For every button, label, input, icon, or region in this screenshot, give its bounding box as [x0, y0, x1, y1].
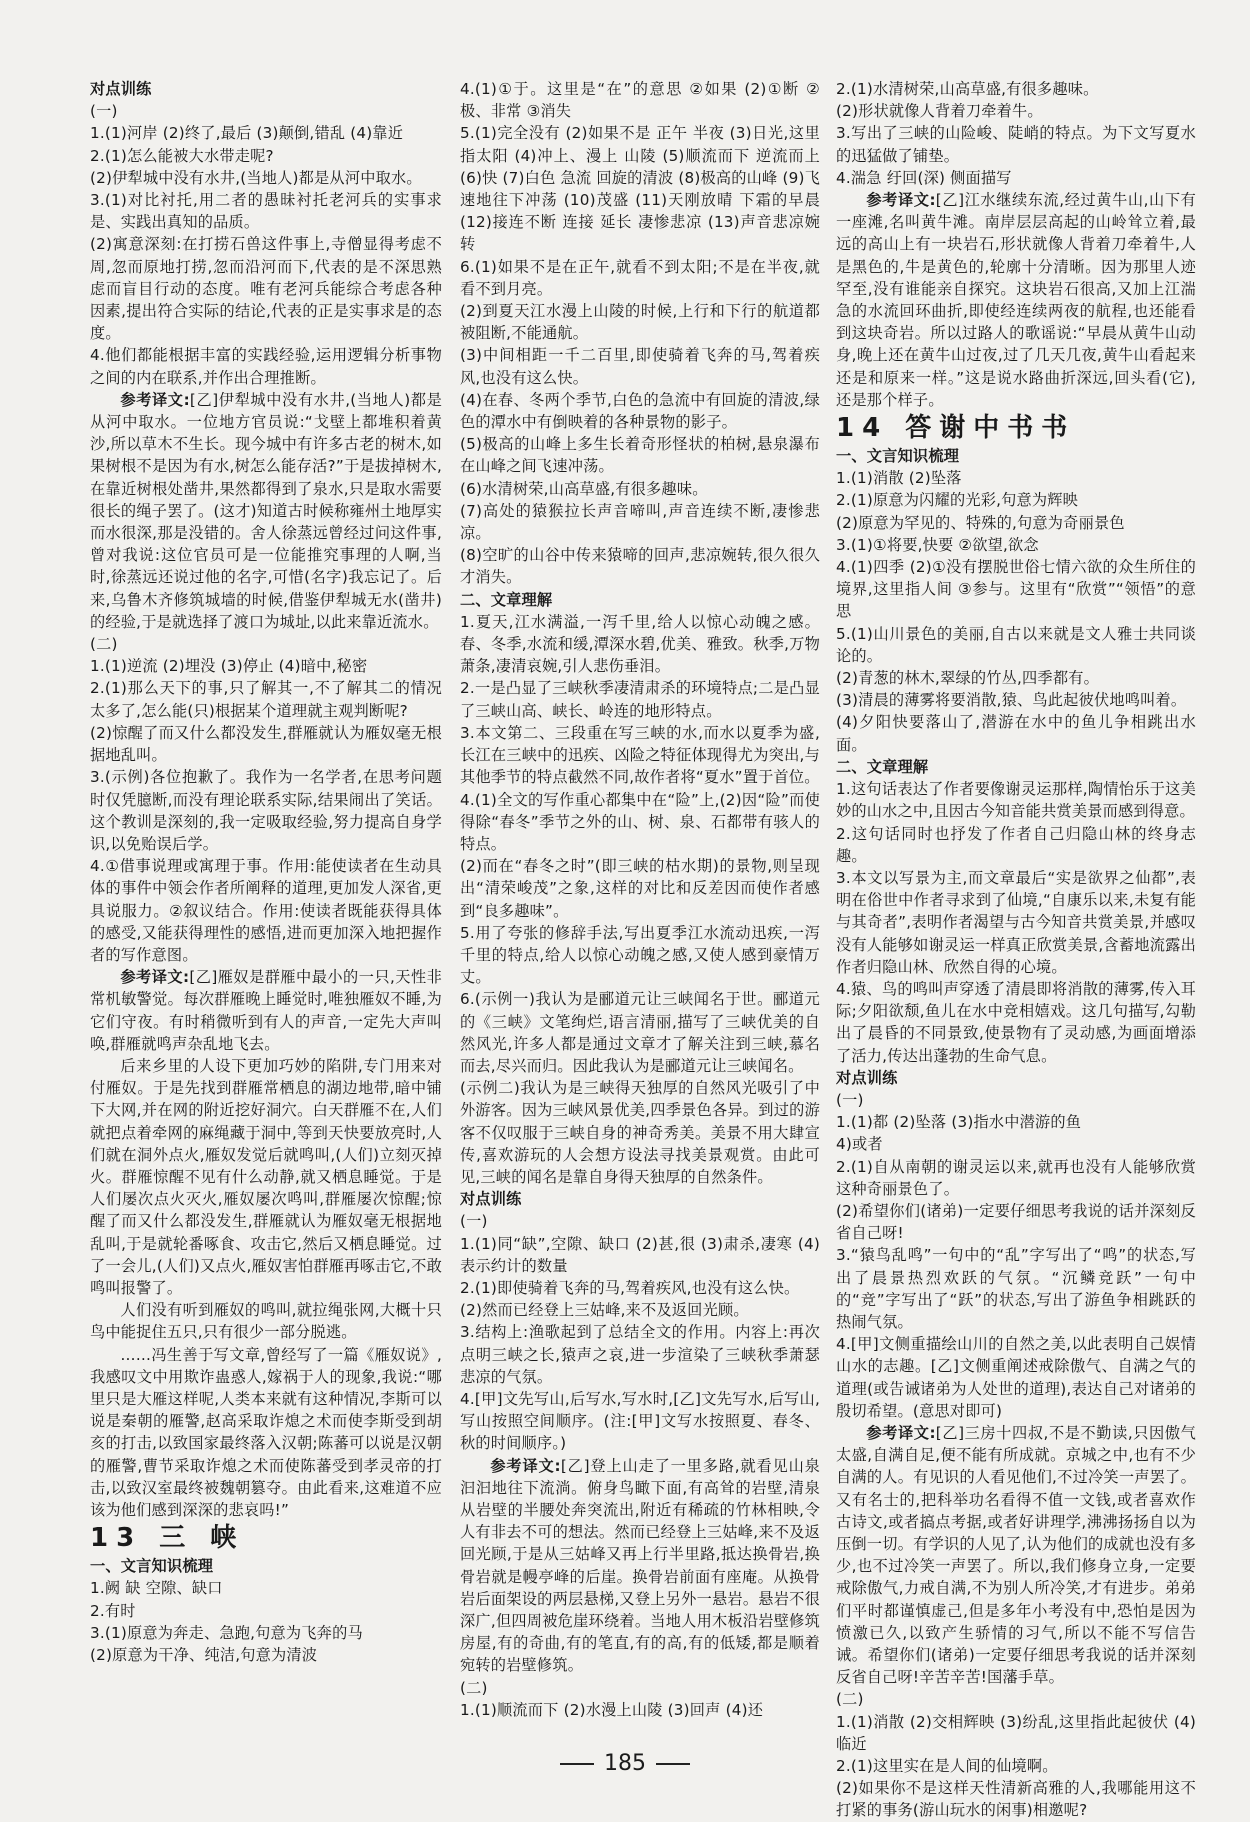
answer-line: 1.(1)同“缺”,空隙、缺口 (2)甚,很 (3)肃杀,凄寒 (4)表示约计的数量: [460, 1234, 820, 1275]
answer-line: 4.他们都能根据丰富的实践经验,运用逻辑分析事物之间的内在联系,并作出合理推断。: [90, 346, 442, 387]
answer-line: 1.(1)顺流而下 (2)水漫上山陵 (3)回声 (4)还: [460, 1700, 764, 1719]
answer-line: 6.(1)如果不是在正午,就看不到太阳;不是在半夜,就看不到月亮。: [460, 257, 820, 298]
answer-line: 1.(1)都 (2)坠落 (3)指水中潜游的鱼: [836, 1113, 1082, 1132]
answer-line: 5.(1)山川景色的美丽,自古以来就是文人雅士共同谈论的。: [836, 624, 1196, 665]
section-heading: 一、文言知识梳理: [836, 447, 960, 466]
answer-line: 1.(1)河岸 (2)终了,最后 (3)颠倒,错乱 (4)靠近: [90, 124, 404, 143]
answer-line: 2.(1)原意为闪耀的光彩,句意为辉映: [836, 491, 1079, 510]
answer-line: 6.(示例一)我认为是郦道元让三峡闻名于世。郦道元的《三峡》文笔绚烂,语言清丽,描写了三峡优美的自然风光,许多人都是通过文章才了解关注到三峡,慕名而去,尽兴而归。因此我认为是郦道元让三峡闻名。: [460, 990, 820, 1075]
reference-translation: [836, 1422, 1196, 1688]
answer-line: (2)如果你不是这样天性清新高雅的人,我哪能用这不打紧的事务(游山玩水的闲事)相邀呢?: [836, 1779, 1196, 1820]
answer-line: (2)青葱的林木,翠绿的竹丛,四季都有。: [836, 669, 1099, 688]
answer-line: 4.[甲]文先写山,后写水,写水时,[乙]文先写水,后写山,写山按照空间顺序。(注:[甲]文写水按照夏、春冬、秋的时间顺序。): [460, 1389, 820, 1453]
reference-translation-text: [乙]登上山走了一里多路,就看见山泉汩汩地往下流淌。俯身鸟瞰下面,有高耸的岩壁,清泉从岩壁的半腰处奔突流出,附近有稀疏的竹林相映,令人有非去不可的想法。然而已经登上三姑峰,来不及返回光顾,于是从三姑峰又再上行半里路,抵达换骨岩,换骨岩就是幔亭峰的后崖。换骨岩前面有座庵。从换骨岩后面架设的两层悬梯,又登上另外一悬岩。悬岩不很深广,但四周被危崖环绕着。当地人用木板沿岩壁修筑房屋,有的奇曲,有的笔直,有的高,有的低矮,都是顺着宛转的岩壁修筑。: [460, 1456, 820, 1675]
reference-translation-text: [乙]伊犁城中没有水井,(当地人)都是从河中取水。一位地方官员说:“戈壁上都堆积着黄沙,所以草木不生长。现今城中有许多古老的树木,如果树根不是因为有水,树怎么能存活?”于是拔掉树木,在靠近树根处凿井,果然都得到了泉水,只是取水需要很长的绳子罢了。(这才)知道古时候称雍州土地厚实而水很深,那是没错的。舍人徐蒸远曾经过问这件事,曾对我说:这位官员可是一位能推究事理的人啊,当时,徐蒸远还说过他的名字,可惜(名字)我忘记了。后来,乌鲁木齐修筑城墙的时候,借鉴伊犁城无水(凿井)的经验,于是就选择了渡口为城址,以此来靠近流水。: [90, 390, 442, 631]
answer-line: (2)而在“春冬之时”(即三峡的枯水期)的景物,则呈现出“清荣峻茂”之象,这样的对比和反差因而使作者感到“良多趣味”。: [460, 857, 820, 920]
answer-line: (2)形状就像人背着刀牵着牛。: [836, 102, 1043, 121]
answer-line: (2)然而已经登上三姑峰,来不及返回光顾。: [460, 1301, 749, 1320]
answer-line: (一): [90, 102, 118, 121]
reference-translation-label: 参考译文:: [120, 390, 190, 409]
answer-line: (3)中间相距一千二百里,即使骑着飞奔的马,驾着疾风,也没有这么快。: [460, 346, 820, 387]
answer-line: 2.(1)那么天下的事,只了解其一,不了解其二的情况太多了,怎么能(只)根据某个道理就主观判断呢?: [90, 679, 442, 720]
answer-line: 5.(1)完全没有 (2)如果不是 正午 半夜 (3)日光,这里指太阳 (4)冲上、漫上 山陵 (5)顺流而下 逆流而上 (6)快 (7)白色 急流 回旋的清波 (8)极高的山峰 (9)飞速地往下冲荡 (10)茂盛 (11)天刚放晴 下霜的早晨 (12)接连不断 连接 延长 凄惨悲凉 (13)声音悲凉婉转: [460, 124, 820, 254]
page-number-text: 185: [604, 1751, 646, 1776]
answer-line: (一): [836, 1090, 864, 1109]
answer-line: 2.有时: [90, 1601, 136, 1620]
answer-line: (2)伊犁城中没有水井,(当地人)都是从河中取水。: [90, 168, 422, 187]
page-number-dash-left: [560, 1763, 594, 1765]
column-middle: [460, 78, 820, 1718]
answer-line: 2.(1)怎么能被大水带走呢?: [90, 146, 274, 165]
answer-line: 4.湍急 纡回(深) 侧面描写: [836, 168, 1012, 187]
answer-line: 1.(1)消散 (2)交相辉映 (3)纷乱,这里指此起彼伏 (4)临近: [836, 1712, 1196, 1753]
answer-line: (二): [460, 1678, 488, 1697]
answer-line: (2)希望你们(诸弟)一定要仔细思考我说的话并深刻反省自己呀!: [836, 1201, 1196, 1243]
reference-translation: [90, 389, 442, 633]
page-number-dash-right: [656, 1763, 690, 1765]
reference-translation-label: 参考译文:: [866, 1423, 936, 1442]
lesson-title: 13 三 峡: [90, 1523, 245, 1554]
answer-line: (二): [836, 1690, 864, 1709]
answer-line: 3.本文以写景为主,而文章最后“实是欲界之仙都”,表明在俗世中作者寻求到了仙境,“自康乐以来,未复有能与其奇者”,表明作者渴望与古今知音共赏美景,并感叹没有人能够如谢灵运一样真正欣赏美景,含蓄地流露出作者归隐山林、欣然自得的心境。: [836, 868, 1196, 976]
paragraph: ……冯生善于写文章,曾经写了一篇《雁奴说》,我感叹文中用欺诈蛊惑人,嫁祸于人的现象,我说:“哪里只是大雁这样呢,人类本来就有这种情况,李斯可以说是秦朝的雁警,赵高采取诈熄之术而使李斯受到胡亥的打击,以致国家最终落入汉朝;陈蕃可以说是汉朝的雁警,曹节采取诈熄之术而使陈蕃受到孝灵帝的打击,以致汉室最终被魏朝篡夺。由此看来,这难道不应该为他们感到深深的悲哀吗!”: [90, 1345, 442, 1519]
answer-line: (2)惊醒了而又什么都没发生,群雁就认为雁奴毫无根据地乱叫。: [90, 723, 442, 765]
column-right: [836, 78, 1196, 1820]
reference-translation: [836, 189, 1196, 411]
answer-line: 2.(1)这里实在是人间的仙境啊。: [836, 1757, 1058, 1776]
reference-translation: [460, 1455, 820, 1677]
section-heading: 对点训练: [90, 80, 152, 98]
reference-translation-text: [乙]三房十四叔,不是不勤读,只因傲气太盛,自满自足,便不能有所成就。京城之中,也有不少自满的人。有见识的人看见他们,不过冷笑一声罢了。又有名士的,把科举功名看得不值一文钱,或者喜欢作古诗文,或者搞点考据,或者好讲理学,沸沸扬扬自以为压倒一切。有学识的人见了,认为他们的成就也没有多少,也不过冷笑一声罢了。所以,我们修身立身,一定要戒除傲气,力戒自满,不为别人所冷笑,才有进步。弟弟们平时都谨慎虚己,但是多年小考没有中,恐怕是因为愤激已久,以致产生骄情的习气,所以不能不写信告诫。希望你们(诸弟)一定要仔细思考我说的话并深刻反省自己呀!辛苦辛苦!国藩手草。: [836, 1423, 1196, 1687]
answer-line: 1.(1)消散 (2)坠落: [836, 469, 962, 488]
answer-line: (8)空旷的山谷中传来猿啼的回声,悲凉婉转,很久很久才消失。: [460, 546, 820, 587]
answer-line: 2.一是凸显了三峡秋季凄清肃杀的环境特点;二是凸显了三峡山高、峡长、岭连的地形特点。: [460, 679, 820, 720]
answer-line: 2.(1)即使骑着飞奔的马,驾着疾风,也没有这么快。: [460, 1278, 800, 1297]
answer-line: 3.(1)①将要,快要 ②欲望,欲念: [836, 535, 1039, 554]
section-heading: 对点训练: [836, 1068, 898, 1087]
answer-line: (6)水清树荣,山高草盛,有很多趣味。: [460, 479, 708, 498]
answer-line: 1.阙 缺 空隙、缺口: [90, 1579, 223, 1598]
answer-line: (4)夕阳快要落山了,潜游在水中的鱼儿争相跳出水面。: [836, 713, 1196, 754]
page-number: [0, 1751, 1250, 1776]
answer-line: 1.夏天,江水满溢,一泻千里,给人以惊心动魄之感。春、冬季,水流和缓,潭深水碧,优美、雅致。秋季,万物萧条,凄清哀婉,引人悲伤垂泪。: [460, 612, 820, 676]
section-heading: 二、文章理解: [836, 757, 929, 776]
answer-line: 4.(1)四季 (2)①没有摆脱世俗七情六欲的众生所住的境界,这里指人间 ③参与。这里有“欣赏”“领悟”的意思: [836, 558, 1196, 621]
answer-line: 2.这句话同时也抒发了作者自己归隐山林的终身志趣。: [836, 824, 1196, 865]
paragraph: 人们没有听到雁奴的鸣叫,就拉绳张网,大概十只鸟中能捉住五只,只有很少一部分脱逃。: [90, 1301, 442, 1342]
reference-translation-text: [乙]雁奴是群雁中最小的一只,天性非常机敏警觉。每次群雁晚上睡觉时,唯独雁奴不睡,为它们守夜。有时稍微听到有人的声音,一定先大声叫唤,群雁就鸣声杂乱地飞去。: [90, 968, 443, 1053]
answer-line: 3.写出了三峡的山险峻、陡峭的特点。为下文写夏水的迅猛做了铺垫。: [836, 124, 1196, 165]
column-left: [90, 78, 442, 1718]
answer-line: 4.[甲]文侧重描绘山川的自然之美,以此表明自己娱情山水的志趣。[乙]文侧重阐述戒除傲气、自满之气的道理(或告诫诸弟为人处世的道理),表达自己对诸弟的殷切希望。(意思对即可): [836, 1335, 1196, 1420]
answer-line: 4.(1)全文的写作重心都集中在“险”上,(2)因“险”而使得除“春冬”季节之外的山、树、泉、石都带有骇人的特点。: [460, 790, 820, 853]
answer-line: 3.本文第二、三段重在写三峡的水,而水以夏季为盛,长江在三峡中的迅疾、凶险之特征体现得尤为突出,与其他季节的特点截然不同,故作者将“夏水”置于首位。: [460, 723, 820, 787]
answer-line: (7)高处的猿猴拉长声音啼叫,声音连续不断,凄惨悲凉。: [460, 501, 820, 543]
answer-line: 1.(1)逆流 (2)埋没 (3)停止 (4)暗中,秘密: [90, 657, 368, 676]
answer-line: 4.(1)①于。这里是“在”的意思 ②如果 (2)①断 ②极、非常 ③消失: [460, 80, 820, 121]
reference-translation-label: 参考译文:: [120, 968, 190, 987]
answer-line: (2)到夏天江水漫上山陵的时候,上行和下行的航道都被阻断,不能通航。: [460, 302, 820, 343]
answer-line: 3.(1)原意为奔走、急跑,句意为飞奔的马: [90, 1623, 363, 1642]
reference-translation-label: 参考译文:: [866, 191, 936, 210]
section-heading: 对点训练: [460, 1190, 522, 1209]
answer-line: (二): [90, 635, 118, 654]
lesson-title: 14 答谢中书书: [836, 413, 1076, 444]
answer-line: (一): [460, 1212, 488, 1231]
answer-line: 4)或者: [836, 1135, 883, 1154]
answer-line: (3)清晨的薄雾将要消散,猿、鸟此起彼伏地鸣叫着。: [836, 691, 1187, 710]
answer-line: (2)寓意深刻:在打捞石兽这件事上,寺僧显得考虑不周,忽而原地打捞,忽而沿河而下,代表的是不深思熟虑而盲目行动的态度。唯有老河兵能综合考虑各种因素,提出符合实际的结论,代表的正是实事求是的态度。: [90, 235, 442, 343]
answer-line: 3.结构上:渔歌起到了总结全文的作用。内容上:再次点明三峡之长,猿声之哀,进一步渲染了三峡秋季萧瑟悲凉的气氛。: [460, 1323, 820, 1386]
answer-line: 3.“猿鸟乱鸣”一句中的“乱”字写出了“鸣”的状态,写出了晨景热烈欢跃的气氛。“沉鳞竞跃”一句中的“竞”字写出了“跃”的状态,写出了游鱼争相跳跃的热闹气氛。: [836, 1246, 1196, 1331]
answer-line: 2.(1)自从南朝的谢灵运以来,就再也没有人能够欣赏这种奇丽景色了。: [836, 1157, 1196, 1198]
section-heading: 二、文章理解: [460, 590, 553, 609]
answer-line: 2.(1)水清树荣,山高草盛,有很多趣味。: [836, 80, 1099, 98]
answer-line: (2)原意为罕见的、特殊的,句意为奇丽景色: [836, 513, 1125, 532]
answer-line: (2)原意为干净、纯洁,句意为清波: [90, 1646, 318, 1665]
answer-line: 5.用了夸张的修辞手法,写出夏季江水流动迅疾,一泻千里的特点,给人以惊心动魄之感,又使人感到豪情万丈。: [460, 923, 820, 987]
answer-line: 3.(示例)各位抱歉了。我作为一名学者,在思考问题时仅凭臆断,而没有理论联系实际,结果闹出了笑话。这个教训是深刻的,我一定吸取经验,努力提高自身学识,以免贻误后学。: [90, 768, 442, 853]
answer-line: 3.(1)对比衬托,用二者的愚昧衬托老河兵的实事求是、实践出真知的品质。: [90, 191, 442, 232]
reference-translation-label: 参考译文:: [490, 1456, 561, 1475]
answer-line: (5)极高的山峰上多生长着奇形怪状的柏树,悬泉瀑布在山峰之间飞速冲荡。: [460, 435, 820, 476]
reference-translation-text: [乙]江水继续东流,经过黄牛山,山下有一座滩,名叫黄牛滩。南岸层层高起的山岭耸立着,最远的高山上有一块岩石,形状就像人背着刀牵着牛,人是黑色的,牛是黄色的,轮廓十分清晰。因为那里人迹罕至,没有谁能亲自探究。这块岩石很高,又加上江湍急的水流回环曲折,即使经连续两夜的航程,也还能看到这块奇岩。所以过路人的歌谣说:“早晨从黄牛山动身,晚上还在黄牛山过夜,过了几天几夜,黄牛山看起来还是和原来一样。”这是说水路曲折深远,回头看(它),还是那个样子。: [836, 191, 1196, 409]
answer-line: 1.这句话表达了作者要像谢灵运那样,陶情怡乐于这美妙的山水之中,且因古今知音能共赏美景而感到得意。: [836, 780, 1196, 821]
answer-line: 4.猿、鸟的鸣叫声穿透了清晨即将消散的薄雾,传入耳际;夕阳欲颓,鱼儿在水中竞相嬉戏。这几句描写,勾勒出了晨昏的不同景致,使景物有了灵动感,为画面增添了活力,传达出蓬勃的生命气息。: [836, 979, 1196, 1065]
answer-line: 4.①借事说理或寓理于事。作用:能使读者在生动具体的事件中领会作者所阐释的道理,更加发人深省,更具说服力。②叙议结合。作用:使读者既能获得具体的感受,又能获得理性的感悟,进而更加深入地把握作者的写作意图。: [90, 857, 442, 964]
section-heading: 一、文言知识梳理: [90, 1557, 214, 1576]
answer-line: (示例二)我认为是三峡得天独厚的自然风光吸引了中外游客。因为三峡风景优美,四季景色各异。到过的游客不仅叹服于三峡自身的神奇秀美。美景不用大肆宣传,喜欢游玩的人会想方设法寻找美景观赏。由此可见,三峡的闻名是靠自身得天独厚的自然条件。: [460, 1079, 820, 1186]
paragraph: 后来乡里的人设下更加巧妙的陷阱,专门用来对付雁奴。于是先找到群雁常栖息的湖边地带,暗中铺下大网,并在网的附近挖好洞穴。白天群雁不在,人们就把点着牵网的麻绳藏于洞中,等到天快要放亮时,人们就在洞外点火,雁奴发觉后就鸣叫,(人们)立刻灭掉火。群雁惊醒不见有什么动静,就又栖息睡觉。于是人们屡次点火灭火,雁奴屡次鸣叫,群雁屡次惊醒;惊醒了而又什么都没发生,群雁就认为雁奴毫无根据地乱叫,于是就轮番啄食、攻击它,然后又栖息睡觉。过了一会儿,(人们)又点火,雁奴害怕群雁再啄击它,不敢鸣叫报警了。: [90, 1056, 442, 1297]
answer-line: (4)在春、冬两个季节,白色的急流中有回旋的清波,绿色的潭水中有倒映着的各种景物的影子。: [460, 390, 820, 432]
reference-translation: [90, 966, 442, 1055]
